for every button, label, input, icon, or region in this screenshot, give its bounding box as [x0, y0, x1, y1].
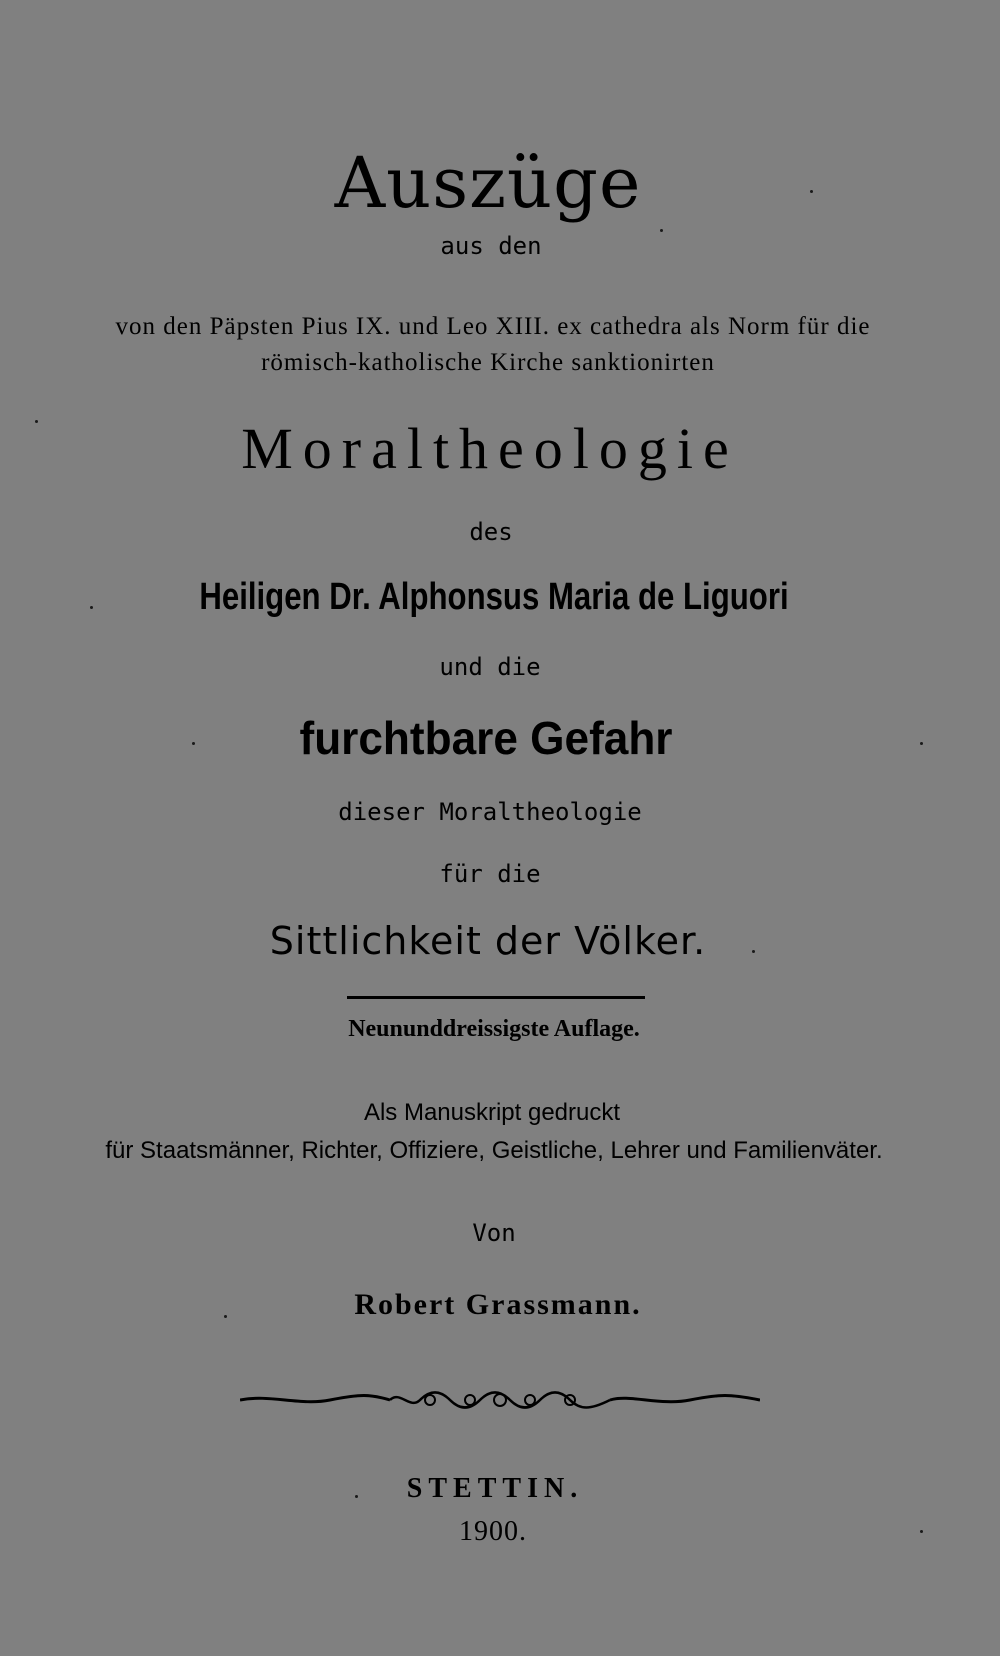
speckle-mark — [224, 1315, 227, 1318]
subtitle-des: des — [469, 518, 513, 546]
saint-name: Heiligen Dr. Alphonsus Maria de Liguori — [199, 576, 789, 618]
subtitle-und-die: und die — [439, 653, 541, 681]
speckle-mark — [35, 420, 38, 423]
title-sittlichkeit: Sittlichkeit der Völker. — [269, 919, 707, 963]
publication-place: STETTIN. — [406, 1473, 584, 1504]
speckle-mark — [920, 742, 923, 745]
subtitle-aus-den: aus den — [440, 232, 542, 260]
subtitle-fuer-die: für die — [439, 860, 541, 888]
speckle-mark — [752, 950, 755, 953]
title-furchtbare-gefahr: furchtbare Gefahr — [299, 712, 673, 764]
ornamental-divider — [240, 1380, 760, 1420]
divider-rule — [347, 996, 645, 999]
title-moraltheologie: Moraltheologie — [241, 416, 739, 481]
speckle-mark — [920, 1530, 923, 1533]
manuscript-line-1: Als Manuskript gedruckt — [363, 1099, 621, 1126]
subtitle-papal-line: von den Päpsten Pius IX. und Leo XIII. ex cathedra als Norm für die — [115, 313, 871, 340]
edition-note: Neununddreissigste Auflage. — [348, 1016, 640, 1042]
speckle-mark — [355, 1495, 358, 1498]
speckle-mark — [192, 742, 195, 745]
subtitle-dieser-moraltheologie: dieser Moraltheologie — [338, 798, 642, 826]
speckle-mark — [810, 190, 813, 193]
speckle-mark — [660, 229, 663, 232]
publication-year: 1900. — [459, 1516, 527, 1547]
subtitle-church-line: römisch-katholische Kirche sanktionirten — [261, 349, 715, 376]
manuscript-line-2: für Staatsmänner, Richter, Offiziere, Geistliche, Lehrer und Familienväter. — [105, 1137, 883, 1164]
speckle-mark — [90, 606, 93, 609]
author-name: Robert Grassmann. — [354, 1288, 642, 1321]
by-line: Von — [472, 1219, 516, 1247]
main-heading: Auszüge — [334, 142, 642, 224]
